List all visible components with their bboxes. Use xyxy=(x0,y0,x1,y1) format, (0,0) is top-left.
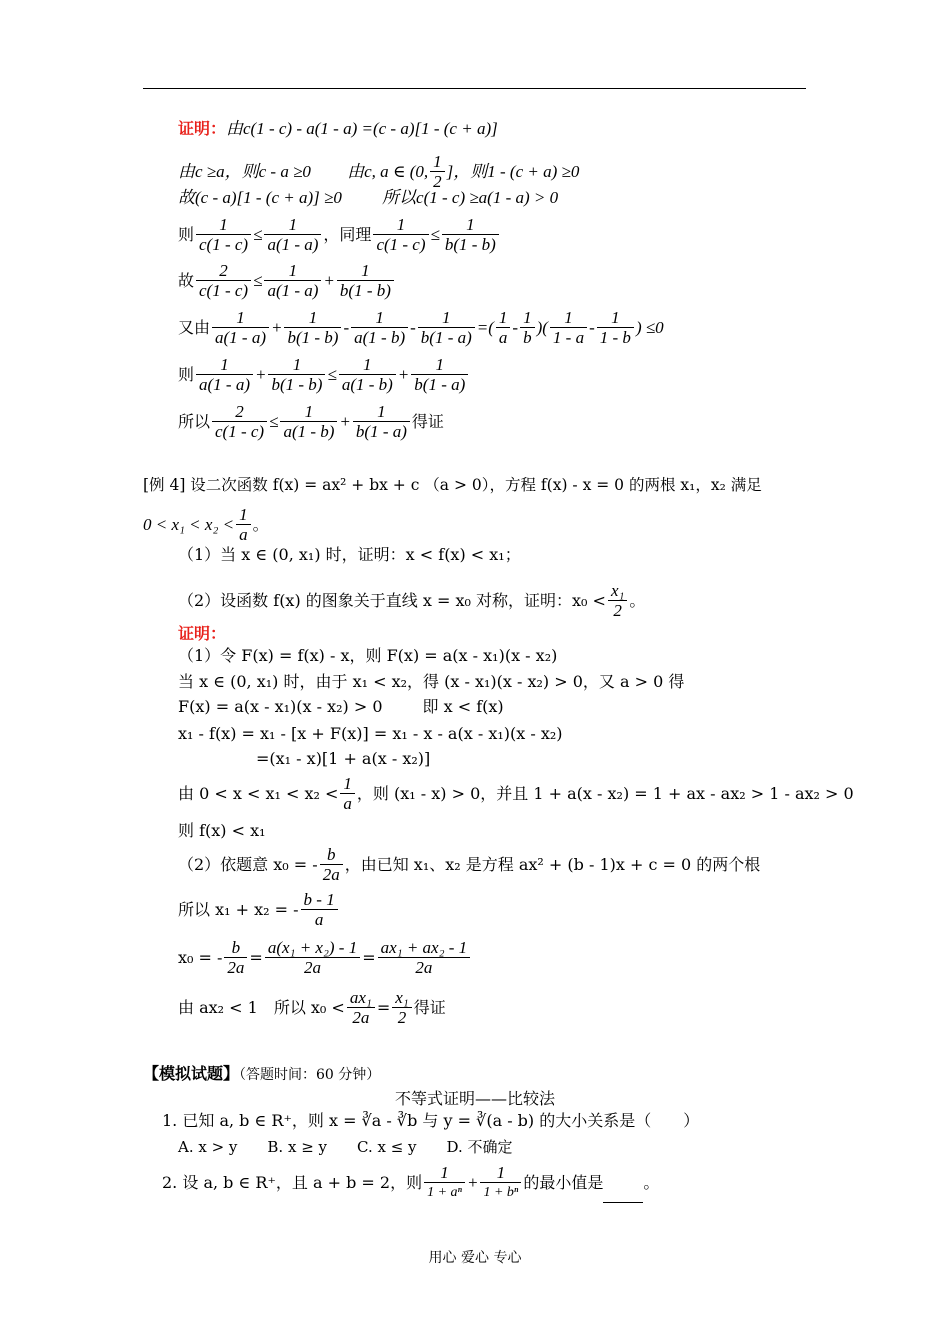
sim-title: 【模拟试题】 xyxy=(143,1064,240,1083)
proof-4-line-4: x₁ - f(x) = x₁ - [x + F(x)] = x₁ - x - a(x - x₁)(x - x₂) xyxy=(178,724,563,743)
proof-4-line-2: 当 x ∈ (0, x₁) 时，由于 x₁ < x₂，得 (x - x₁)(x - x₂) > 0，又 a > 0 得 xyxy=(178,672,685,691)
proof-label: 证明： xyxy=(178,119,227,138)
page-footer: 用心 爱心 专心 xyxy=(428,1250,522,1266)
proof-line-7: 则 $\frac{1}{a(1 - a)}$ + $\frac{1}{b(1 - b)}$ ≤ $\frac{1}{a(1 - b)}$ + $\frac{1}{b(1 - a)}$ xyxy=(178,356,470,395)
proof-line-1: 证明：由c(1 - c) - a(1 - a) =(c - a)[1 - (c + a)] xyxy=(178,119,498,138)
proof-4-line-7: 则 f(x) < x₁ xyxy=(178,821,266,840)
sim-question-1: 1. 已知 a, b ∈ R⁺，则 x = ∛a - ∛b 与 y = ∛(a - b) 的大小关系是（ ） xyxy=(162,1111,700,1130)
proof-4-line-5: =(x₁ - x)[1 + a(x - x₂)] xyxy=(256,749,431,768)
proof-line-4: 则 $\frac{1}{c(1 - c)}$ ≤ $\frac{1}{a(1 - a)}$ ，同理 $\frac{1}{c(1 - c)}$ ≤ $\frac{1}{b(1 - b)}$ xyxy=(178,216,501,255)
proof-4-line-10: x₀ = - $\frac{b}{2a}$ = $\frac{\text{a(x₁ + x₂) - 1}}{2a}$ = $\frac{\text{ax₁ + ax₂ - 1}}{2a}$ xyxy=(178,939,472,978)
proof-line-6: 又由 $\frac{1}{a(1 - a)}$ + $\frac{1}{b(1 - b)}$ - $\frac{1}{a(1 - b)}$ - $\frac{1}{b(1 - a)}$ =( $\frac{1}{a}$ - $\frac{1}{b}$ )( $\frac{1}{1 - a}$ - $\frac{1}{1 - b}$ ) ≤0 xyxy=(178,308,664,347)
proof-4-line-3: F(x) = a(x - x₁)(x - x₂) > 0 即 x < f(x) xyxy=(178,697,504,716)
proof-4-line-1: （1）令 F(x) = f(x) - x，则 F(x) = a(x - x₁)(x - x₂) xyxy=(178,646,558,665)
sim-question-2: 2. 设 a, b ∈ R⁺，且 a + b = 2，则 $\frac{1}{\text{1 + aⁿ}}$ + $\frac{1}{\text{1 + bⁿ}}$ 的最小值是 。 xyxy=(162,1164,659,1203)
example-4-proof-label: 证明： xyxy=(178,624,227,643)
top-rule xyxy=(143,88,806,89)
proof-4-line-6: 由 0 < x < x₁ < x₂ < $\frac{1}{a}$ ，则 (x₁ - x) > 0，并且 1 + a(x - x₂) = 1 + ax - ax₂ > 1 - ax₂ > 0 xyxy=(178,774,854,813)
answer-blank[interactable] xyxy=(603,1202,643,1203)
sim-title-line xyxy=(143,1064,380,1085)
example-4-condition: 0 < x₁ < x₂ < $\frac{1}{a}$ 。 xyxy=(143,505,269,544)
proof-4-line-8: （2）依题意 x₀ = - $\frac{b}{2a}$ ，由已知 x₁、x₂ 是方程 ax² + (b - 1)x + c = 0 的两个根 xyxy=(178,845,761,884)
fraction-half: $\frac{1}{2}$ xyxy=(430,153,445,192)
proof-line-2: 由c ≥a，则c - a ≥0 由c, a ∈ (0, $\frac{1}{2}$ ]，则1 - (c + a) ≥0 xyxy=(178,152,580,191)
proof-4-line-11: 由 ax₂ < 1 所以 x₀ < $\frac{\text{ax₁}}{2a}$ = $\frac{\text{x₁}}{2}$ 得证 xyxy=(178,988,446,1027)
proof-line-5: 故 $\frac{2}{c(1 - c)}$ ≤ $\frac{1}{a(1 - a)}$ + $\frac{1}{b(1 - b)}$ xyxy=(178,262,396,301)
proof-line-8: 所以 $\frac{2}{c(1 - c)}$ ≤ $\frac{1}{a(1 - b)}$ + $\frac{1}{b(1 - a)}$ 得证 xyxy=(178,402,444,441)
sim-subtitle: 不等式证明——比较法 xyxy=(394,1089,555,1108)
proof-4-line-9: 所以 x₁ + x₂ = - $\frac{b - 1}{a}$ xyxy=(178,891,340,930)
sim-question-1-options: A. x > y B. x ≥ y C. x ≤ y D. 不确定 xyxy=(178,1138,513,1156)
sim-time: （答题时间：60 分钟） xyxy=(239,1067,381,1083)
proof-line-3: 故(c - a)[1 - (c + a)] ≥0 所以c(1 - c) ≥a(1 - a) > 0 xyxy=(178,188,559,207)
example-4-intro: [例 4] 设二次函数 f(x) = ax² + bx + c （a > 0），方程 f(x) - x = 0 的两根 x₁，x₂ 满足 xyxy=(143,476,762,494)
example-4-q1: （1）当 x ∈ (0, x₁) 时，证明：x < f(x) < x₁； xyxy=(178,545,521,564)
example-4-q2: （2）设函数 f(x) 的图象关于直线 x = x₀ 对称，证明：x₀ < $\frac{\text{x₁}}{2}$ 。 xyxy=(178,581,646,620)
